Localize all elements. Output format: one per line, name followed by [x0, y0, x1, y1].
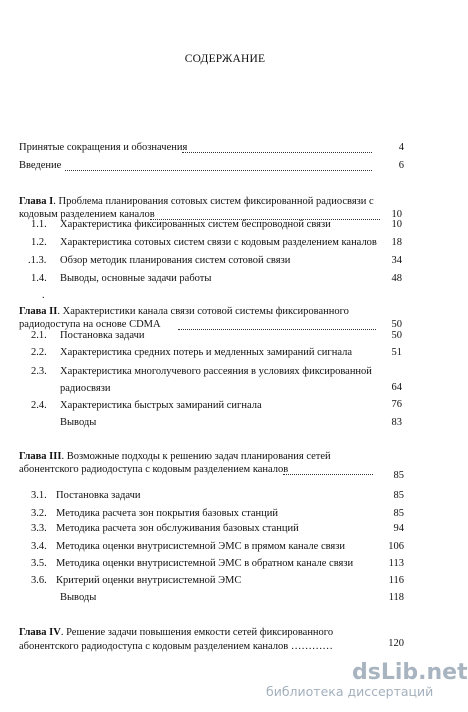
toc-item-page: 34: [391, 255, 402, 266]
chapter-1-page: 10: [391, 209, 402, 220]
chapter-1-prefix: Глава I: [19, 196, 54, 207]
chapter-3-title-line1: . Возможные подходы к решению задач планирования сетей: [61, 451, 331, 462]
toc-item-label: Методика оценки внутрисистемной ЭМС в прямом канале связи: [56, 541, 346, 552]
toc-item-num: 3.6.: [31, 575, 47, 586]
chapter-1-heading: [19, 195, 374, 208]
chapter-4-page: 120: [388, 638, 404, 649]
chapter-4-title-line2-text: абонентского радиодоступа с кодовым разделением каналов: [19, 641, 289, 652]
conclusions-label: Выводы: [60, 417, 97, 428]
toc-item-page: 51: [391, 347, 402, 358]
toc-item-num: 3.1.: [31, 490, 47, 501]
toc-item-num: 3.2.: [31, 508, 47, 519]
chapter-2-title-line2: радиодоступа на основе CDMA: [19, 319, 161, 330]
toc-item-page: 50: [391, 330, 402, 341]
toc-item-label: Обзор методик планирования систем сотовой связи: [60, 255, 291, 266]
toc-item-page: 113: [388, 558, 404, 569]
chapter-1-title-line2: кодовым разделением каналов: [19, 209, 155, 220]
toc-item-num: 2.4.: [31, 400, 47, 411]
toc-item-page: 116: [388, 575, 404, 586]
toc-item-page: 64: [391, 382, 402, 393]
toc-item-page: 18: [391, 237, 402, 248]
toc-page-abbrev: 4: [398, 142, 404, 153]
toc-item-num: 1.2.: [31, 237, 47, 248]
chapter-4-ellipsis: …………: [290, 641, 333, 652]
toc-leader: [65, 169, 372, 171]
toc-item-page: 85: [393, 490, 404, 501]
toc-item-label: Методика расчета зон обслуживания базовых станций: [56, 523, 299, 534]
watermark-logo: dsLib.net: [352, 660, 468, 685]
toc-leader: [283, 473, 373, 475]
toc-item-num: 3.4.: [31, 541, 47, 552]
toc-item-label: Постановка задачи: [60, 330, 145, 341]
chapter-2-heading: [19, 305, 349, 318]
toc-item-num: 1.1.: [31, 219, 47, 230]
conclusions-label: Выводы: [60, 592, 97, 603]
toc-item-num: 3.5.: [31, 558, 47, 569]
toc-item-label: Критерий оценки внутрисистемной ЭМС: [56, 575, 242, 586]
toc-leader: [182, 151, 372, 153]
page-title: СОДЕРЖАНИЕ: [184, 53, 266, 65]
toc-item-label: Характеристика быстрых замираний сигнала: [60, 400, 262, 411]
toc-leader: [178, 328, 376, 330]
chapter-2-title-line1: . Характеристики канала связи сотовой системы фиксированного: [57, 306, 349, 317]
chapter-3-prefix: Глава III: [19, 451, 62, 462]
toc-entry-abbrev: Принятые сокращения и обозначения: [19, 142, 188, 153]
watermark-subtitle: библиотека диссертаций: [266, 684, 434, 699]
toc-page-intro: 6: [398, 160, 404, 171]
toc-item-page: 94: [393, 523, 404, 534]
toc-item-label: Постановка задачи: [56, 490, 141, 501]
toc-item-label: Выводы, основные задачи работы: [60, 273, 212, 284]
toc-item-num: 2.2.: [31, 347, 47, 358]
toc-item-num: 3.3.: [31, 523, 47, 534]
toc-item-label: Характеристика средних потерь и медленных замираний сигнала: [60, 347, 353, 358]
toc-item-label: Характеристика многолучевого рассеяния в условиях фиксированной: [60, 366, 372, 377]
toc-item-label: Методика расчета зон покрытия базовых станций: [56, 508, 279, 519]
toc-item-page: 10: [391, 219, 402, 230]
conclusions-page: 118: [388, 592, 404, 603]
toc-item-label: Характеристика фиксированных систем беспроводной связи: [60, 219, 331, 230]
chapter-4-title-line1: . Решение задачи повышения емкости сетей фиксированного: [60, 627, 334, 638]
chapter-2-prefix: Глава II: [19, 306, 58, 317]
toc-item-num: 2.1.: [31, 330, 47, 341]
chapter-2-page: 50: [391, 319, 402, 330]
toc-item-page: 106: [388, 541, 404, 552]
toc-item-page: 76: [391, 399, 402, 410]
toc-item-page: 85: [393, 508, 404, 519]
toc-item-num: 2.3.: [31, 366, 47, 377]
chapter-3-page: 85: [393, 470, 404, 481]
chapter-3-title-line2: абонентского радиодоступа с кодовым разделением каналов: [19, 464, 289, 475]
toc-item-label-line2: радиосвязи: [60, 383, 111, 394]
chapter-4-prefix: Глава IV: [19, 627, 61, 638]
toc-item-num: 1.4.: [31, 273, 47, 284]
chapter-1-title-line1: . Проблема планирования сотовых систем фиксированной радиосвязи с: [53, 196, 374, 207]
toc-entry-intro: Введение: [19, 160, 62, 171]
toc-item-num: .1.3.: [28, 255, 47, 266]
chapter-3-heading: [19, 450, 331, 463]
chapter-4-heading: [19, 626, 333, 639]
toc-item-label: Характеристика сотовых систем связи с кодовым разделением каналов: [60, 237, 377, 248]
stray-mark: .: [42, 290, 45, 301]
chapter-4-title-line2: [19, 640, 333, 653]
toc-item-label: Методика оценки внутрисистемной ЭМС в обратном канале связи: [56, 558, 354, 569]
conclusions-page: 83: [391, 417, 402, 428]
toc-item-page: 48: [391, 273, 402, 284]
